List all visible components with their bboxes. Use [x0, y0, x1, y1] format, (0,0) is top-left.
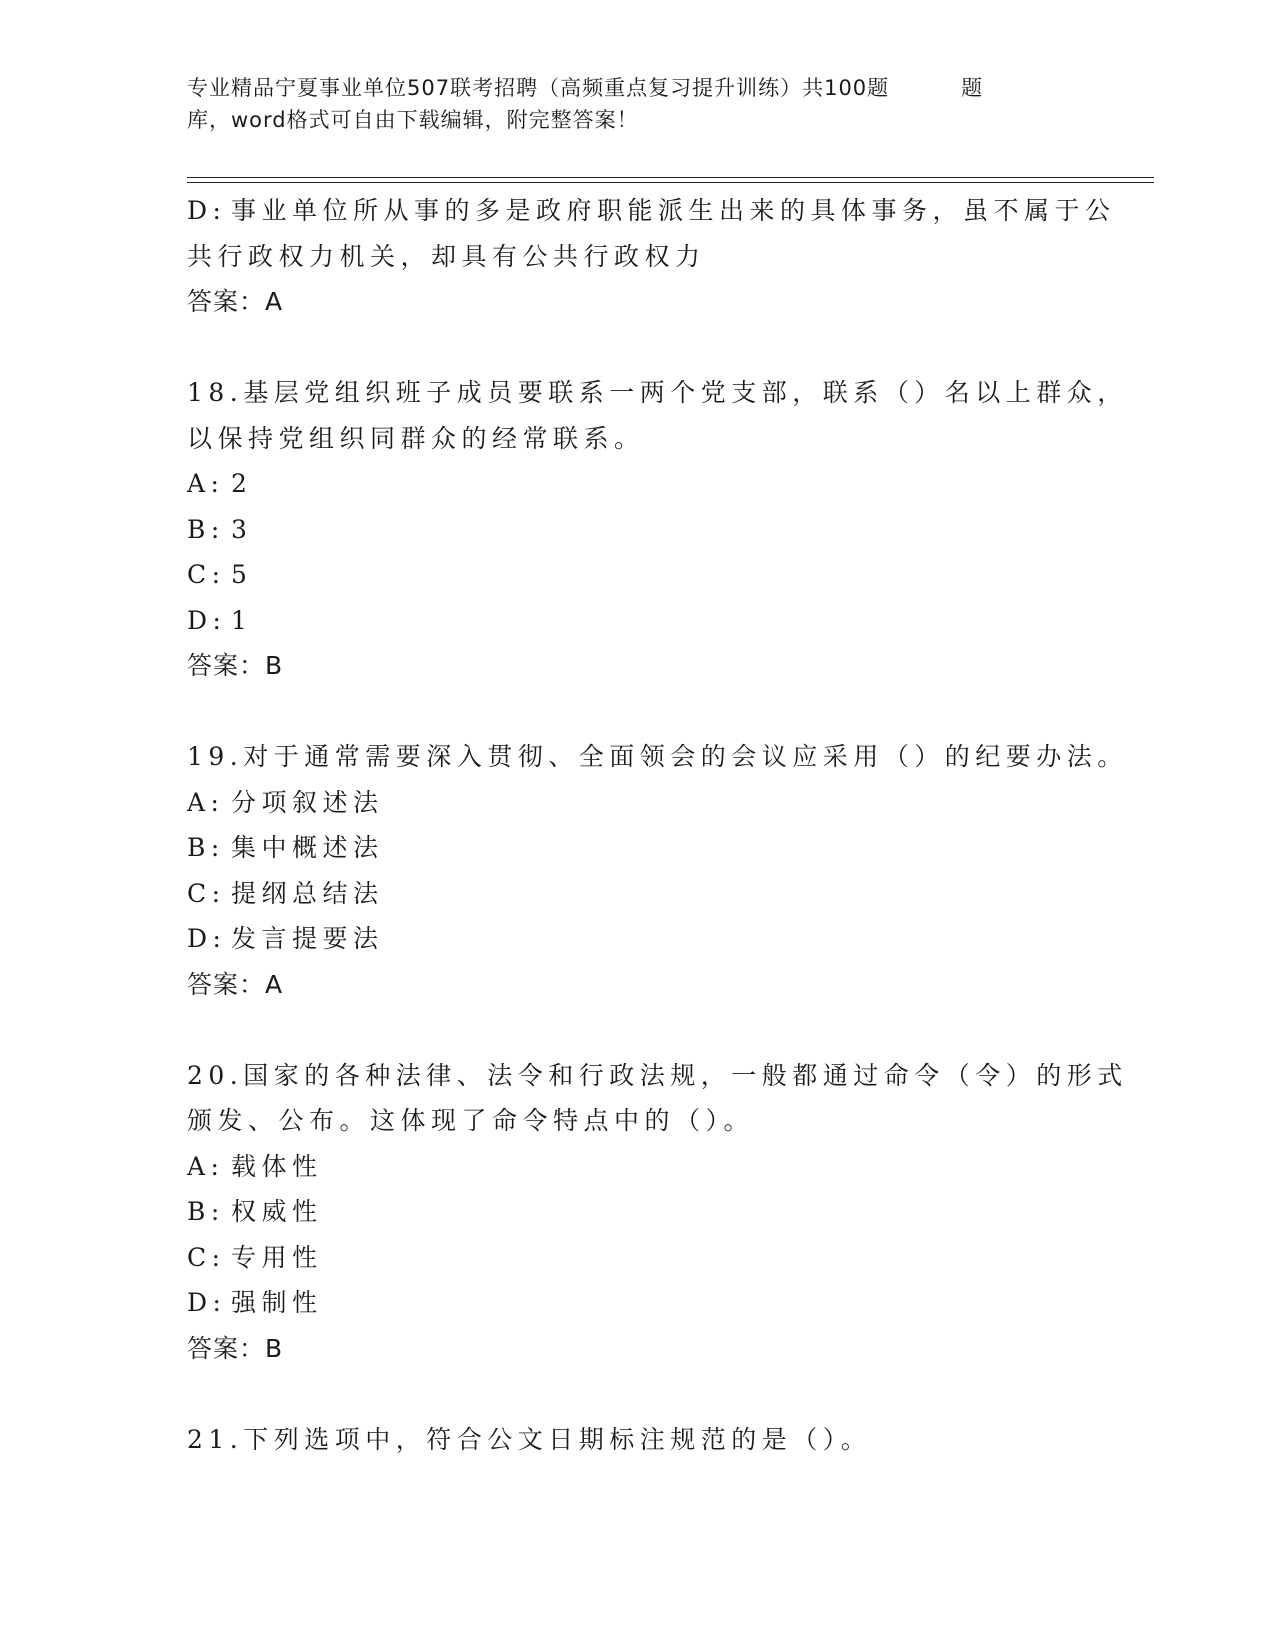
option-b: B: 集中概述法 — [187, 833, 384, 862]
option-d: D: 事业单位所从事的多是政府职能派生出来的具体事务，虽不属于公 — [187, 196, 1116, 225]
option-b: B: 权威性 — [187, 1197, 323, 1226]
header-title: 专业精品宁夏事业单位507联考招聘（高频重点复习提升训练）共100题 — [187, 76, 890, 100]
option-c: C: 专用性 — [187, 1242, 323, 1272]
header-title-tail: 题 — [961, 76, 984, 100]
question-stem-continued: 以保持党组织同群众的经常联系。 — [187, 423, 645, 453]
option-c: C: 提纲总结法 — [187, 878, 384, 908]
question-stem: 19.对于通常需要深入贯彻、全面领会的会议应采用（）的纪要办法。 — [187, 742, 1128, 771]
option-d: D: 发言提要法 — [187, 924, 384, 953]
option-b: B: 3 — [187, 514, 253, 544]
question-19 — [187, 734, 1128, 1007]
question-stem: 21.下列选项中，符合公文日期标注规范的是（）。 — [187, 1424, 872, 1454]
question-18 — [187, 370, 1128, 689]
question-21 — [187, 1417, 1087, 1463]
option-a: A: 分项叙述法 — [187, 787, 384, 817]
question-stem-continued: 颁发、公布。这体现了命令特点中的（）。 — [187, 1106, 755, 1135]
prev-question-block — [187, 188, 1116, 325]
question-content — [187, 188, 1128, 1462]
option-d-continued: 共行政权力机关，却具有公共行政权力 — [187, 241, 706, 271]
option-c: C: 5 — [187, 560, 253, 589]
option-d: D: 1 — [187, 605, 253, 635]
page-header — [187, 72, 1087, 136]
option-a: A: 2 — [187, 469, 253, 498]
header-divider-top — [187, 177, 1154, 178]
question-stem: 20.国家的各种法律、法令和行政法规，一般都通过命令（令）的形式 — [187, 1060, 1128, 1090]
question-20 — [187, 1053, 1128, 1372]
option-d: D: 强制性 — [187, 1288, 323, 1317]
answer-line: 答案：B — [187, 651, 284, 680]
answer-line: 答案：A — [187, 969, 284, 999]
question-stem: 18.基层党组织班子成员要联系一两个党支部，联系（）名以上群众， — [187, 378, 1128, 407]
option-a: A: 载体性 — [187, 1151, 323, 1181]
header-line-2: 库，word格式可自由下载编辑，附完整答案！ — [187, 108, 639, 132]
answer-line: 答案：A — [187, 287, 284, 316]
answer-line: 答案：B — [187, 1333, 284, 1363]
header-divider-bottom — [187, 182, 1154, 183]
header-line-1 — [187, 72, 1087, 104]
